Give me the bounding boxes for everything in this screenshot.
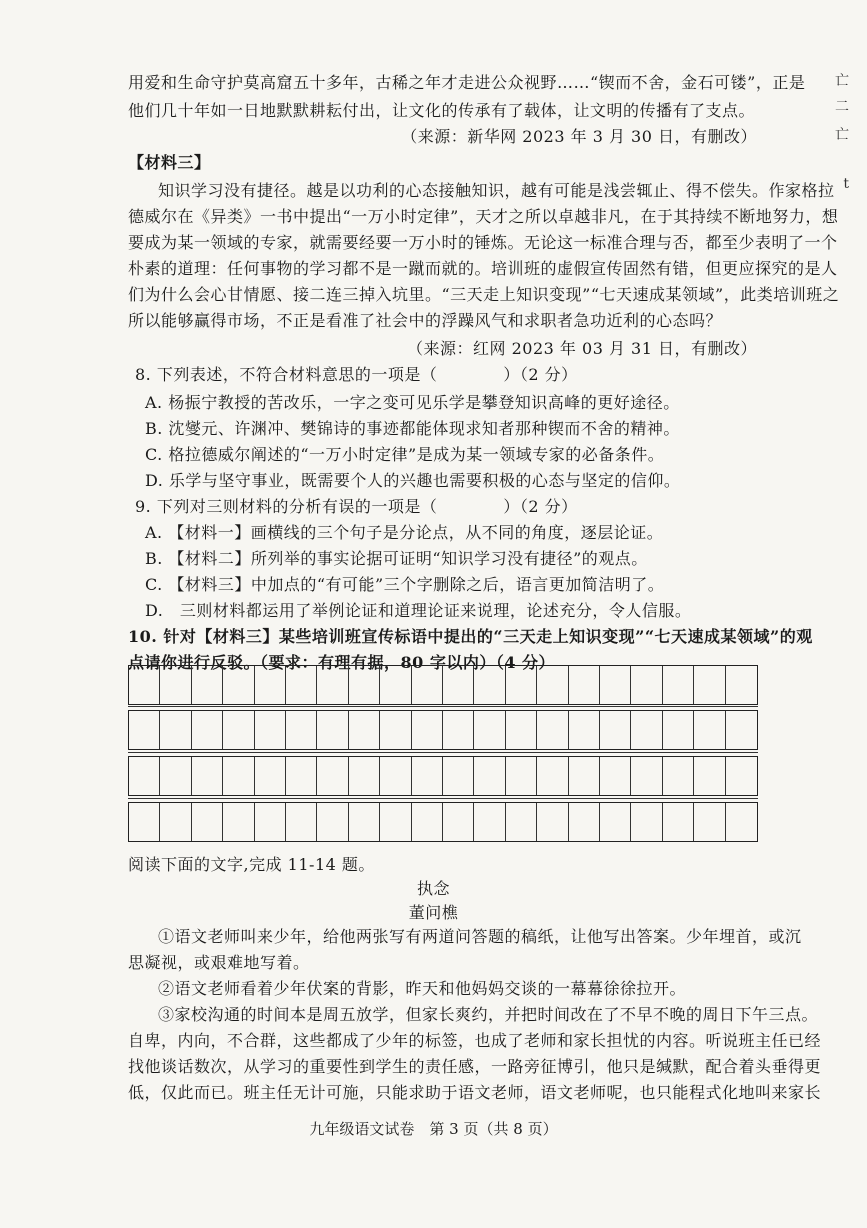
material2-source: （来源：新华网 2023 年 3 月 30 日，有删改） <box>401 127 757 146</box>
answer-grid-row[interactable] <box>128 802 758 842</box>
answer-grid-row[interactable] <box>128 756 758 796</box>
material2-line: 用爱和生命守护莫高窟五十多年，古稀之年才走进公众视野……“锲而不舍，金石可镂”，正是 <box>128 73 806 92</box>
material3-line: 们为什么会心甘情愿、接二连三掉入坑里。“三天走上知识变现”“七天速成某领域”，此类培训班之 <box>128 285 840 304</box>
reading-author: 董问樵 <box>408 903 459 922</box>
question-9-stem: 9. 下列对三则材料的分析有误的一项是（ ）（2 分） <box>135 497 578 516</box>
question-8-stem: 8. 下列表述，不符合材料意思的一项是（ ）（2 分） <box>135 365 578 384</box>
material2-line: 他们几十年如一日地默默耕耘付出，让文化的传承有了载体，让文明的传播有了支点。 <box>128 101 756 120</box>
reading-paragraph: 自卑，内向，不合群，这些都成了少年的标签，也成了老师和家长担忧的内容。听说班主任已经 <box>128 1031 822 1050</box>
reading-paragraph: 低，仅此而已。班主任无计可施，只能求助于语文老师，语文老师呢，也只能程式化地叫来家长 <box>128 1083 822 1102</box>
question-10-line1: 10. 针对【材料三】某些培训班宣传标语中提出的“三天走上知识变现”“七天速成某领域”的观 <box>128 627 813 646</box>
reading-instruction: 阅读下面的文字,完成 11-14 题。 <box>128 855 375 874</box>
question-8-option-a[interactable]: A. 杨振宁教授的苦改乐，一字之变可见乐学是攀登知识高峰的更好途径。 <box>145 393 680 412</box>
material3-line: 朴素的道理：任何事物的学习都不是一蹴而就的。培训班的虚假宣传固然有错，但更应探究的是人 <box>128 259 838 278</box>
edge-mark: 亡 <box>835 73 849 89</box>
grid-separator <box>128 752 758 753</box>
question-9-option-a[interactable]: A. 【材料一】画横线的三个句子是分论点，从不同的角度，逐层论证。 <box>145 523 664 542</box>
reading-paragraph: ③家校沟通的时间本是周五放学，但家长爽约，并把时间改在了不早不晚的周日下午三点。 <box>158 1005 819 1024</box>
reading-paragraph: ①语文老师叫来少年，给他两张写有两道问答题的稿纸，让他写出答案。少年埋首，或沉 <box>158 927 802 946</box>
answer-grid-row[interactable] <box>128 710 758 750</box>
reading-paragraph: 思凝视，或艰难地写着。 <box>128 953 310 972</box>
reading-paragraph: ②语文老师看着少年伏案的背影，昨天和他妈妈交谈的一幕幕徐徐拉开。 <box>158 979 687 998</box>
reading-paragraph: 找他谈话数次，从学习的重要性到学生的责任感，一路旁征博引，他只是缄默，配合着头垂得更 <box>128 1057 822 1076</box>
question-8-option-c[interactable]: C. 格拉德威尔阐述的“一万小时定律”是成为某一领域专家的必备条件。 <box>145 445 665 464</box>
material3-line: 知识学习没有捷径。越是以功利的心态接触知识，越有可能是浅尝辄止、得不偿失。作家格拉 <box>158 181 835 200</box>
question-10-line2: 点请你进行反驳。（要求：有理有据，80 字以内）（4 分） <box>128 653 556 672</box>
edge-mark: t <box>843 176 849 192</box>
question-9-option-c[interactable]: C. 【材料三】中加点的“有可能”三个字删除之后，语言更加简洁明了。 <box>145 575 665 594</box>
material3-line: 德威尔在《异类》一书中提出“一万小时定律”，天才之所以卓越非凡，在于其持续不断地努力，想 <box>128 207 839 226</box>
question-8-option-d[interactable]: D. 乐学与坚守事业，既需要个人的兴趣也需要积极的心态与坚定的信仰。 <box>145 471 681 490</box>
material3-line: 要成为某一领域的专家，就需要经要一万小时的锤炼。无论这一标准合理与否，都至少表明了一个 <box>128 233 838 252</box>
question-8-option-b[interactable]: B. 沈燮元、许渊冲、樊锦诗的事迹都能体现求知者那种锲而不舍的精神。 <box>145 419 680 438</box>
question-9-option-b[interactable]: B. 【材料二】所列举的事实论据可证明“知识学习没有捷径”的观点。 <box>145 549 648 568</box>
edge-mark: 亡 <box>835 127 849 143</box>
edge-mark: 二 <box>835 99 849 115</box>
grid-separator <box>128 798 758 799</box>
material3-line: 所以能够赢得市场，不正是看准了社会中的浮躁风气和求职者急功近利的心态吗？ <box>128 311 723 330</box>
reading-title: 执念 <box>416 879 450 898</box>
page-footer: 九年级语文试卷 第 3 页（共 8 页） <box>309 1120 558 1138</box>
material3-header: 【材料三】 <box>128 153 211 172</box>
grid-separator <box>128 706 758 707</box>
question-9-option-d[interactable]: D. 三则材料都运用了举例论证和道理论证来说理，论述充分，令人信服。 <box>145 601 692 620</box>
material3-source: （来源：红网 2023 年 03 月 31 日，有删改） <box>407 339 757 358</box>
answer-grid-row[interactable] <box>128 665 758 705</box>
